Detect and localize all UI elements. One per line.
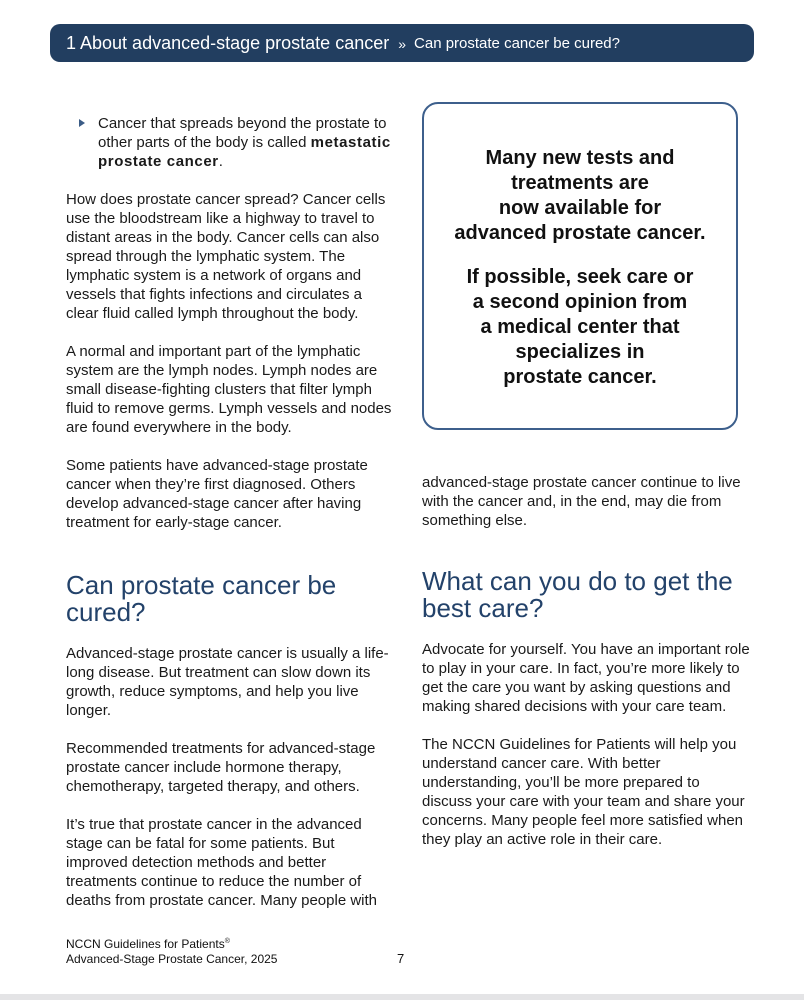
callout-line: Many new tests and (485, 147, 675, 169)
callout-message-1 (424, 146, 736, 246)
page-bottom-edge (0, 994, 804, 1000)
bullet-arrow-icon (79, 119, 85, 127)
paragraph-spread: How does prostate cancer spread? Cancer cells use the bloodstream like a highway to travel to distant areas in the body. Cancer cells can also spread through the lymphatic system. The lymphatic system is a network of organs and vessels that fights infections and circulates a clear fluid called lymph throughout the body. (66, 191, 386, 322)
footer-line-1: NCCN Guidelines for Patients (66, 937, 225, 951)
callout-line: now available for (498, 197, 662, 219)
callout-line: treatments are (511, 172, 649, 194)
bullet-term: metastatic prostate cancer (98, 134, 391, 170)
callout-line: a second opinion from (472, 291, 688, 313)
callout-line: a medical center that (480, 316, 680, 338)
paragraph-care-1: Advocate for yourself. You have an important role to play in your care. In fact, you’re more likely to get the care you want by asking questions and making shared decisions with your care team. (422, 641, 750, 715)
paragraph-cure-3: It’s true that prostate cancer in the advanced stage can be fatal for some patients. But improved detection methods and better treatments continue to reduce the number of deaths from prostate cancer. Many people with (66, 816, 378, 909)
right-column-care (422, 568, 752, 868)
callout-line: specializes in (515, 341, 645, 363)
callout-line: If possible, seek care or (466, 266, 694, 288)
callout-message-2 (424, 265, 736, 390)
section-title: Can prostate cancer be cured? (414, 34, 620, 52)
right-column-continued (422, 473, 742, 549)
bullet-item (66, 114, 396, 171)
registered-mark: ® (224, 938, 230, 945)
paragraph-continued: advanced-stage prostate cancer continue to live with the cancer and, in the end, may die from something else. (422, 474, 741, 529)
chapter-header-bar (50, 24, 754, 62)
callout-line: advanced prostate cancer. (454, 222, 706, 244)
bullet-text: Cancer that spreads beyond the prostate to other parts of the body is called (98, 115, 387, 151)
callout-line: prostate cancer. (503, 366, 657, 388)
breadcrumb-separator-icon: » (398, 36, 407, 52)
footer-guidelines (66, 934, 277, 952)
paragraph-lymph-nodes: A normal and important part of the lymphatic system are the lymph nodes. Lymph nodes are small disease-fighting clusters that filter lymph fluid to remove germs. Lymph vessels and nodes are found everywhere in the body. (66, 343, 392, 436)
page-footer (66, 934, 277, 967)
bullet-end: . (218, 153, 223, 170)
paragraph-diagnosis: Some patients have advanced-stage prostate cancer when they’re first diagnosed. Others develop advanced-stage cancer after having treatment for early-stage cancer. (66, 457, 368, 531)
paragraph-cure-2: Recommended treatments for advanced-stage prostate cancer include hormone therapy, chemotherapy, targeted therapy, and others. (66, 740, 376, 795)
callout-box (422, 102, 738, 430)
paragraph-cure-1: Advanced-stage prostate cancer is usually a life-long disease. But treatment can slow down its growth, reduce symptoms, and help you live longer. (66, 645, 389, 719)
care-heading: What can you do to get the best care? (422, 566, 733, 623)
page-number: 7 (397, 951, 405, 966)
chapter-title: 1 About advanced-stage prostate cancer (66, 32, 390, 53)
left-column (66, 114, 396, 929)
footer-line-2: Advanced-Stage Prostate Cancer, 2025 (66, 952, 278, 966)
paragraph-care-2: The NCCN Guidelines for Patients will help you understand cancer care. With better understanding, you’ll be more prepared to discuss your care with your team and share your concerns. Many people feel more satisfied when they play an active role in their care. (422, 736, 745, 848)
cure-heading: Can prostate cancer be cured? (66, 570, 337, 627)
